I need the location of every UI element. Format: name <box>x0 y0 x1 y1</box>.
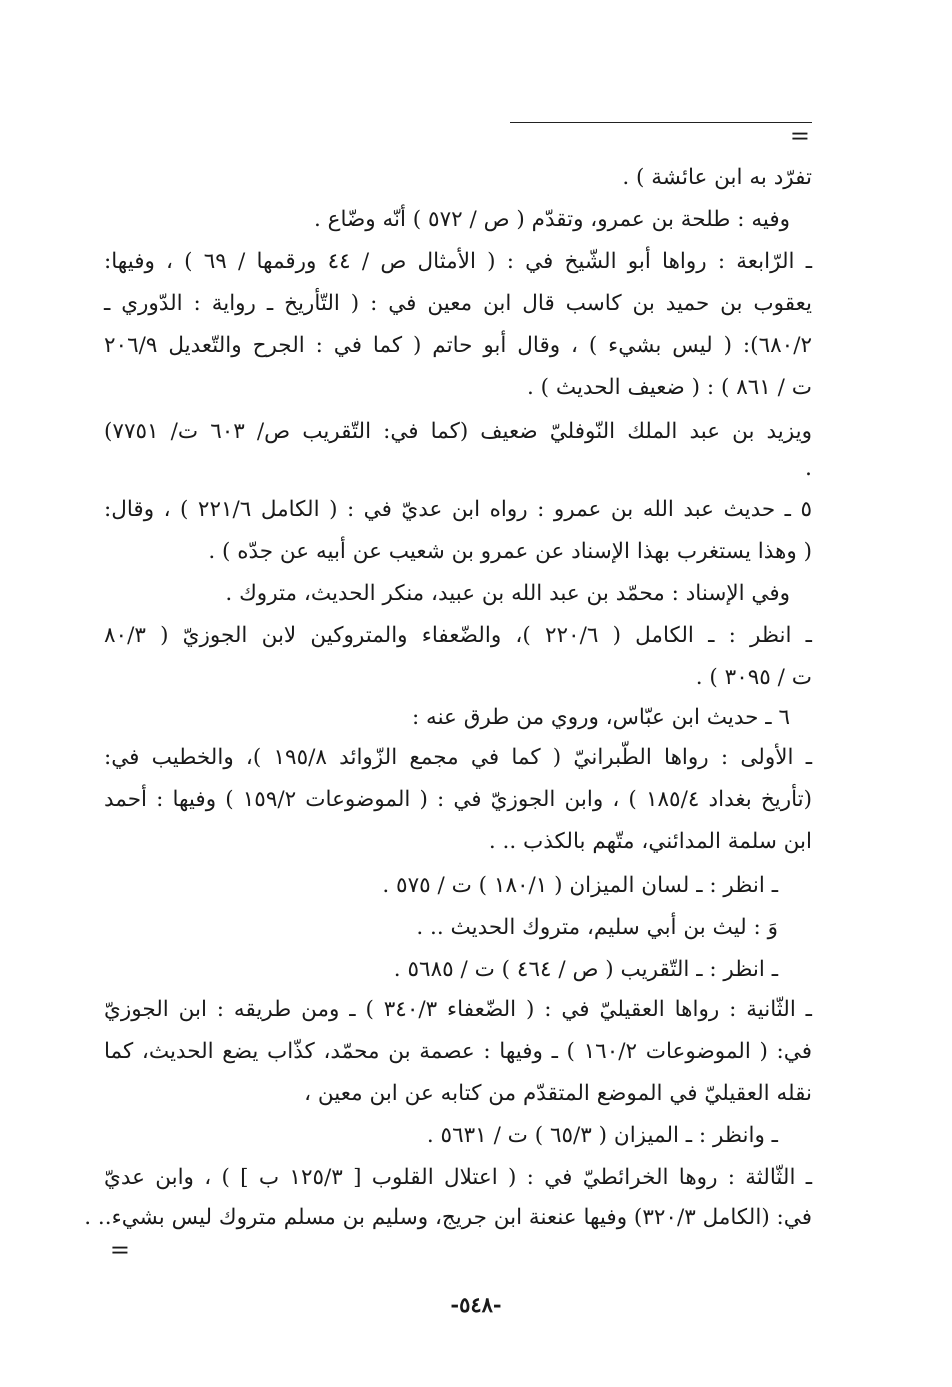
text-line: ـ وانظر : ـ الميزان ( ٦٥/٣ ) ت / ٥٦٣١ . <box>426 1123 778 1148</box>
text-line: ابن سلمة المدائني، متّهم بالكذب .. . <box>488 829 812 854</box>
text-line: ـ الأولى : رواها الطّبرانيّ ( كما في مجمع الزّوائد ١٩٥/٨ )، والخطيب في: <box>104 745 812 770</box>
text-line: ويزيد بن عبد الملك النّوفليّ ضعيف (كما في: التّقريب ص/ ٦٠٣ ت/ ٧٧٥١) <box>104 419 813 444</box>
text-line: . <box>805 456 812 481</box>
text-line: يعقوب بن حميد بن كاسب قال ابن معين في : ( التّأريخ ـ رواية : الدّوري ـ <box>104 291 812 316</box>
text-line: ( وهذا يستغرب بهذا الإسناد عن عمرو بن شعيب عن أبيه عن جدّه ) . <box>208 539 812 564</box>
text-line: ٥ ـ حديث عبد الله بن عمرو : رواه ابن عديّ في : ( الكامل ٢٢١/٦ ) ، وقال: <box>104 497 812 522</box>
text-line: ت / ٣٠٩٥ ) . <box>695 665 812 690</box>
text-line: ـ الرّابعة : رواها أبو الشّيخ في : ( الأمثال ص / ٤٤ ورقمها / ٦٩ ) ، وفيها: <box>104 249 812 274</box>
page-number: -٥٤٨- <box>450 1292 502 1317</box>
text-line: (تأريخ بغداد ١٨٥/٤ ) ، وابن الجوزيّ في : ( الموضوعات ١٥٩/٢ ) وفيها : أحمد <box>104 787 813 812</box>
text-line: ت / ٨٦١ ) : ( ضعيف الحديث ) . <box>526 375 812 400</box>
text-line: ٦٨٠/٢): ( ليس بشيء ) ، وقال أبو حاتم ( كما في : الجرح والتّعديل ٢٠٦/٩ <box>104 333 812 358</box>
continuation-mark-top: = <box>789 122 810 150</box>
text-line: في: ( الموضوعات ١٦٠/٢ ) ـ وفيها : عصمة بن محمّد، كذّاب يضع الحديث، كما <box>104 1039 812 1064</box>
footnote-separator-rule <box>510 122 812 123</box>
text-line: نقله العقيليّ في الموضع المتقدّم من كتابه عن ابن معين ، <box>304 1081 812 1106</box>
text-line: ـ الثّانية : رواها العقيليّ في : ( الضّعفاء ٣٤٠/٣ ) ـ ومن طريقه : ابن الجوزيّ <box>104 997 812 1022</box>
text-line: تفرّد به ابن عائشة ) . <box>622 165 812 190</box>
text-line: ـ انظر : ـ التّقريب ( ص / ٤٦٤ ) ت / ٥٦٨٥ . <box>393 957 778 982</box>
text-line: ـ انظر : ـ الكامل ( ٢٢٠/٦ )، والضّعفاء والمتروكين لابن الجوزيّ ( ٨٠/٣ <box>104 623 812 648</box>
text-line: ـ الثّالثة : روها الخرائطيّ في : ( اعتلال القلوب [ ١٢٥/٣ ب ] ) ، وابن عديّ <box>104 1165 813 1190</box>
text-line: ٦ ـ حديث ابن عبّاس، وروي من طرق عنه : <box>411 705 790 730</box>
text-line: وفي الإسناد : محمّد بن عبد الله بن عبيد، منكر الحديث، متروك . <box>225 581 790 606</box>
text-line: وَ : ليث بن أبي سليم، متروك الحديث .. . <box>416 915 778 940</box>
text-line: في: (الكامل ٣٢٠/٣) وفيها عنعنة ابن جريج، وسليم بن مسلم متروك ليس بشيء.. . <box>84 1205 812 1230</box>
text-line: وفيه : طلحة بن عمرو، وتقدّم ( ص / ٥٧٢ ) أنّه وضّاع . <box>313 207 790 232</box>
continuation-mark-bottom: = <box>109 1236 130 1264</box>
text-line: ـ انظر : ـ لسان الميزان ( ١٨٠/١ ) ت / ٥٧٥ . <box>382 873 778 898</box>
